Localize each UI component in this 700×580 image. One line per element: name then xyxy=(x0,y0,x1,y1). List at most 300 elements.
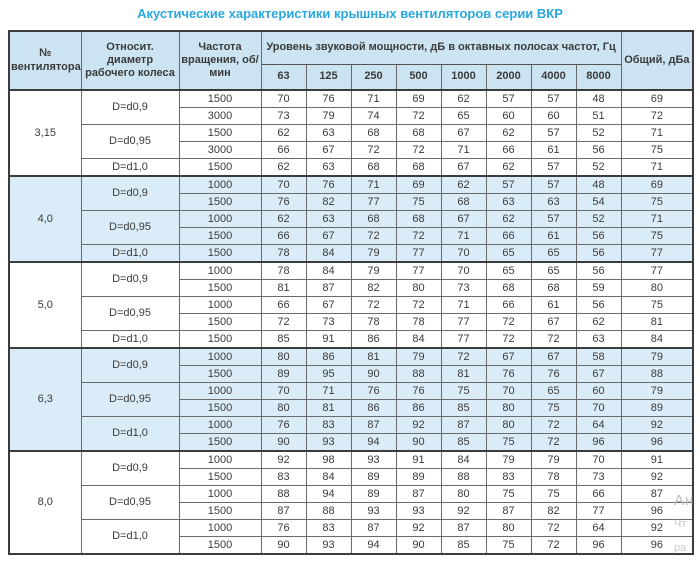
value-cell: 70 xyxy=(261,383,306,400)
value-cell: 62 xyxy=(261,125,306,142)
value-cell: 85 xyxy=(261,331,306,349)
table-row xyxy=(9,211,693,228)
total-cell: 96 xyxy=(621,434,693,452)
value-cell: 80 xyxy=(486,520,531,537)
value-cell: 98 xyxy=(306,451,351,469)
value-cell: 80 xyxy=(261,348,306,366)
value-cell: 52 xyxy=(576,125,621,142)
header-rotation-speed: Частота вращения, об/мин xyxy=(179,31,261,90)
value-cell: 90 xyxy=(261,537,306,555)
value-cell: 72 xyxy=(486,331,531,349)
value-cell: 57 xyxy=(531,90,576,108)
value-cell: 93 xyxy=(351,451,396,469)
table-body xyxy=(9,90,693,554)
diameter-cell: D=d1,0 xyxy=(81,520,179,555)
value-cell: 70 xyxy=(441,262,486,280)
value-cell: 65 xyxy=(531,262,576,280)
value-cell: 63 xyxy=(306,211,351,228)
value-cell: 65 xyxy=(531,245,576,263)
value-cell: 75 xyxy=(396,194,441,211)
value-cell: 71 xyxy=(441,297,486,314)
value-cell: 62 xyxy=(486,211,531,228)
value-cell: 65 xyxy=(441,108,486,125)
value-cell: 86 xyxy=(351,331,396,349)
speed-cell: 1500 xyxy=(179,194,261,211)
value-cell: 76 xyxy=(261,520,306,537)
value-cell: 90 xyxy=(396,434,441,452)
speed-cell: 1500 xyxy=(179,400,261,417)
value-cell: 72 xyxy=(351,297,396,314)
total-cell: 69 xyxy=(621,90,693,108)
value-cell: 78 xyxy=(261,262,306,280)
value-cell: 65 xyxy=(486,262,531,280)
value-cell: 90 xyxy=(261,434,306,452)
value-cell: 70 xyxy=(261,90,306,108)
value-cell: 76 xyxy=(531,366,576,383)
speed-cell: 3000 xyxy=(179,108,261,125)
table-row xyxy=(9,451,693,469)
value-cell: 87 xyxy=(351,417,396,434)
header-freq-4000: 4000 xyxy=(531,65,576,91)
value-cell: 68 xyxy=(396,125,441,142)
value-cell: 67 xyxy=(531,348,576,366)
value-cell: 73 xyxy=(306,314,351,331)
value-cell: 71 xyxy=(351,90,396,108)
total-cell: 79 xyxy=(621,348,693,366)
value-cell: 79 xyxy=(396,348,441,366)
diameter-cell: D=d0,95 xyxy=(81,486,179,520)
value-cell: 57 xyxy=(531,176,576,194)
value-cell: 61 xyxy=(531,142,576,159)
value-cell: 93 xyxy=(351,503,396,520)
value-cell: 57 xyxy=(486,176,531,194)
value-cell: 77 xyxy=(396,262,441,280)
total-cell: 79 xyxy=(621,383,693,400)
speed-cell: 1500 xyxy=(179,366,261,383)
table-row xyxy=(9,297,693,314)
value-cell: 64 xyxy=(576,520,621,537)
value-cell: 63 xyxy=(531,194,576,211)
table-row xyxy=(9,176,693,194)
value-cell: 83 xyxy=(306,417,351,434)
total-cell: 96 xyxy=(621,503,693,520)
diameter-cell: D=d1,0 xyxy=(81,159,179,177)
value-cell: 94 xyxy=(351,434,396,452)
header-freq-8000: 8000 xyxy=(576,65,621,91)
value-cell: 84 xyxy=(306,245,351,263)
diameter-cell: D=d0,9 xyxy=(81,451,179,486)
value-cell: 68 xyxy=(531,280,576,297)
value-cell: 57 xyxy=(531,159,576,177)
total-cell: 89 xyxy=(621,400,693,417)
speed-cell: 1500 xyxy=(179,314,261,331)
speed-cell: 1500 xyxy=(179,280,261,297)
value-cell: 76 xyxy=(261,194,306,211)
value-cell: 87 xyxy=(396,486,441,503)
value-cell: 75 xyxy=(486,537,531,555)
value-cell: 80 xyxy=(486,417,531,434)
total-cell: 84 xyxy=(621,331,693,349)
total-cell: 80 xyxy=(621,280,693,297)
value-cell: 66 xyxy=(486,228,531,245)
value-cell: 68 xyxy=(441,194,486,211)
value-cell: 88 xyxy=(261,486,306,503)
speed-cell: 1500 xyxy=(179,245,261,263)
value-cell: 72 xyxy=(531,331,576,349)
value-cell: 52 xyxy=(576,159,621,177)
value-cell: 67 xyxy=(441,211,486,228)
value-cell: 90 xyxy=(396,537,441,555)
value-cell: 88 xyxy=(396,366,441,383)
value-cell: 89 xyxy=(396,469,441,486)
diameter-cell: D=d1,0 xyxy=(81,331,179,349)
value-cell: 83 xyxy=(261,469,306,486)
value-cell: 54 xyxy=(576,194,621,211)
value-cell: 96 xyxy=(576,434,621,452)
header-impeller-diameter: Относит. диаметр рабочего колеса xyxy=(81,31,179,90)
value-cell: 62 xyxy=(261,211,306,228)
table-row xyxy=(9,417,693,434)
fan-number-cell: 5,0 xyxy=(9,262,81,348)
watermark-line: Ан xyxy=(674,492,695,509)
value-cell: 66 xyxy=(261,297,306,314)
value-cell: 92 xyxy=(261,451,306,469)
value-cell: 59 xyxy=(576,280,621,297)
value-cell: 96 xyxy=(576,537,621,555)
speed-cell: 1500 xyxy=(179,469,261,486)
value-cell: 85 xyxy=(441,537,486,555)
value-cell: 63 xyxy=(576,331,621,349)
header-total-dba: Общий, дБа xyxy=(621,31,693,90)
speed-cell: 1500 xyxy=(179,503,261,520)
speed-cell: 1500 xyxy=(179,228,261,245)
value-cell: 66 xyxy=(576,486,621,503)
total-cell: 77 xyxy=(621,245,693,263)
value-cell: 95 xyxy=(306,366,351,383)
value-cell: 87 xyxy=(441,417,486,434)
value-cell: 87 xyxy=(441,520,486,537)
total-cell: 92 xyxy=(621,520,693,537)
value-cell: 77 xyxy=(576,503,621,520)
value-cell: 60 xyxy=(486,108,531,125)
value-cell: 51 xyxy=(576,108,621,125)
header-fan-number: № вентилятора xyxy=(9,31,81,90)
speed-cell: 1000 xyxy=(179,348,261,366)
watermark-line: Чт xyxy=(674,518,687,530)
total-cell: 69 xyxy=(621,176,693,194)
value-cell: 89 xyxy=(261,366,306,383)
value-cell: 62 xyxy=(576,314,621,331)
value-cell: 62 xyxy=(261,159,306,177)
value-cell: 70 xyxy=(486,383,531,400)
value-cell: 91 xyxy=(306,331,351,349)
value-cell: 69 xyxy=(396,90,441,108)
value-cell: 62 xyxy=(441,176,486,194)
diameter-cell: D=d0,95 xyxy=(81,211,179,245)
value-cell: 81 xyxy=(351,348,396,366)
value-cell: 72 xyxy=(396,108,441,125)
value-cell: 69 xyxy=(396,176,441,194)
speed-cell: 3000 xyxy=(179,142,261,159)
value-cell: 75 xyxy=(486,486,531,503)
value-cell: 67 xyxy=(306,142,351,159)
value-cell: 70 xyxy=(261,176,306,194)
value-cell: 78 xyxy=(531,469,576,486)
value-cell: 65 xyxy=(531,383,576,400)
header-freq-250: 250 xyxy=(351,65,396,91)
value-cell: 67 xyxy=(486,348,531,366)
fan-number-cell: 6,3 xyxy=(9,348,81,451)
value-cell: 72 xyxy=(396,142,441,159)
value-cell: 88 xyxy=(306,503,351,520)
value-cell: 77 xyxy=(351,194,396,211)
value-cell: 76 xyxy=(306,176,351,194)
value-cell: 83 xyxy=(306,520,351,537)
value-cell: 86 xyxy=(306,348,351,366)
diameter-cell: D=d0,9 xyxy=(81,262,179,297)
value-cell: 67 xyxy=(306,297,351,314)
diameter-cell: D=d1,0 xyxy=(81,417,179,452)
value-cell: 70 xyxy=(576,400,621,417)
value-cell: 67 xyxy=(531,314,576,331)
value-cell: 72 xyxy=(351,142,396,159)
value-cell: 67 xyxy=(576,366,621,383)
value-cell: 72 xyxy=(441,348,486,366)
value-cell: 86 xyxy=(396,400,441,417)
value-cell: 77 xyxy=(441,314,486,331)
speed-cell: 1000 xyxy=(179,383,261,400)
value-cell: 80 xyxy=(441,486,486,503)
value-cell: 64 xyxy=(576,417,621,434)
diameter-cell: D=d0,9 xyxy=(81,176,179,211)
total-cell: 75 xyxy=(621,142,693,159)
total-cell: 92 xyxy=(621,417,693,434)
value-cell: 81 xyxy=(306,400,351,417)
value-cell: 76 xyxy=(351,383,396,400)
value-cell: 56 xyxy=(576,297,621,314)
value-cell: 71 xyxy=(351,176,396,194)
value-cell: 75 xyxy=(531,486,576,503)
fan-number-cell: 3,15 xyxy=(9,90,81,176)
value-cell: 73 xyxy=(261,108,306,125)
diameter-cell: D=d0,95 xyxy=(81,383,179,417)
value-cell: 56 xyxy=(576,245,621,263)
value-cell: 66 xyxy=(486,297,531,314)
total-cell: 72 xyxy=(621,108,693,125)
value-cell: 92 xyxy=(396,417,441,434)
diameter-cell: D=d0,9 xyxy=(81,348,179,383)
value-cell: 72 xyxy=(396,297,441,314)
table-row xyxy=(9,125,693,142)
value-cell: 68 xyxy=(351,125,396,142)
total-cell: 71 xyxy=(621,125,693,142)
value-cell: 58 xyxy=(576,348,621,366)
value-cell: 88 xyxy=(441,469,486,486)
value-cell: 76 xyxy=(261,417,306,434)
value-cell: 72 xyxy=(531,434,576,452)
value-cell: 72 xyxy=(531,417,576,434)
speed-cell: 1500 xyxy=(179,159,261,177)
value-cell: 52 xyxy=(576,211,621,228)
total-cell: 88 xyxy=(621,366,693,383)
value-cell: 83 xyxy=(486,469,531,486)
value-cell: 93 xyxy=(306,434,351,452)
value-cell: 81 xyxy=(261,280,306,297)
value-cell: 66 xyxy=(486,142,531,159)
value-cell: 61 xyxy=(531,297,576,314)
value-cell: 66 xyxy=(261,228,306,245)
table-row xyxy=(9,520,693,537)
total-cell: 87 xyxy=(621,486,693,503)
table-row xyxy=(9,331,693,349)
value-cell: 67 xyxy=(306,228,351,245)
value-cell: 56 xyxy=(576,262,621,280)
watermark-line: ра xyxy=(674,542,687,554)
value-cell: 72 xyxy=(486,314,531,331)
header-sound-power-level: Уровень звуковой мощности, дБ в октавных полосах частот, Гц xyxy=(261,31,621,65)
value-cell: 84 xyxy=(396,331,441,349)
value-cell: 76 xyxy=(396,383,441,400)
value-cell: 68 xyxy=(351,159,396,177)
value-cell: 76 xyxy=(306,90,351,108)
value-cell: 87 xyxy=(351,520,396,537)
value-cell: 61 xyxy=(531,228,576,245)
value-cell: 82 xyxy=(531,503,576,520)
diameter-cell: D=d0,9 xyxy=(81,90,179,125)
speed-cell: 1500 xyxy=(179,537,261,555)
speed-cell: 1000 xyxy=(179,417,261,434)
value-cell: 70 xyxy=(441,245,486,263)
value-cell: 84 xyxy=(441,451,486,469)
value-cell: 85 xyxy=(441,434,486,452)
value-cell: 85 xyxy=(441,400,486,417)
value-cell: 70 xyxy=(576,451,621,469)
table-row xyxy=(9,383,693,400)
value-cell: 68 xyxy=(351,211,396,228)
page-title: Акустические характеристики крышных вентиляторов серии ВКР xyxy=(137,6,563,21)
total-cell: 91 xyxy=(621,451,693,469)
acoustic-characteristics-table xyxy=(8,30,694,555)
diameter-cell: D=d1,0 xyxy=(81,245,179,263)
value-cell: 78 xyxy=(351,314,396,331)
value-cell: 60 xyxy=(576,383,621,400)
value-cell: 56 xyxy=(576,228,621,245)
value-cell: 65 xyxy=(486,245,531,263)
value-cell: 79 xyxy=(351,245,396,263)
value-cell: 75 xyxy=(441,383,486,400)
value-cell: 79 xyxy=(486,451,531,469)
value-cell: 80 xyxy=(396,280,441,297)
watermark xyxy=(674,492,694,554)
value-cell: 57 xyxy=(531,211,576,228)
value-cell: 87 xyxy=(261,503,306,520)
value-cell: 66 xyxy=(261,142,306,159)
value-cell: 91 xyxy=(396,451,441,469)
table-row xyxy=(9,262,693,280)
value-cell: 81 xyxy=(441,366,486,383)
total-cell: 77 xyxy=(621,262,693,280)
value-cell: 79 xyxy=(306,108,351,125)
value-cell: 87 xyxy=(486,503,531,520)
total-cell: 92 xyxy=(621,469,693,486)
value-cell: 92 xyxy=(396,520,441,537)
total-cell: 75 xyxy=(621,297,693,314)
value-cell: 80 xyxy=(261,400,306,417)
speed-cell: 1000 xyxy=(179,297,261,314)
header-freq-1000: 1000 xyxy=(441,65,486,91)
value-cell: 82 xyxy=(351,280,396,297)
value-cell: 71 xyxy=(441,142,486,159)
header-freq-125: 125 xyxy=(306,65,351,91)
table-row xyxy=(9,159,693,177)
speed-cell: 1000 xyxy=(179,211,261,228)
value-cell: 79 xyxy=(351,262,396,280)
value-cell: 63 xyxy=(306,125,351,142)
value-cell: 89 xyxy=(351,469,396,486)
speed-cell: 1500 xyxy=(179,90,261,108)
table-row xyxy=(9,245,693,263)
header-freq-500: 500 xyxy=(396,65,441,91)
value-cell: 78 xyxy=(261,245,306,263)
value-cell: 77 xyxy=(396,245,441,263)
header-freq-2000: 2000 xyxy=(486,65,531,91)
diameter-cell: D=d0,95 xyxy=(81,297,179,331)
value-cell: 89 xyxy=(351,486,396,503)
value-cell: 72 xyxy=(396,228,441,245)
value-cell: 79 xyxy=(531,451,576,469)
value-cell: 67 xyxy=(441,159,486,177)
speed-cell: 1500 xyxy=(179,125,261,142)
value-cell: 67 xyxy=(441,125,486,142)
value-cell: 80 xyxy=(486,400,531,417)
value-cell: 76 xyxy=(486,366,531,383)
value-cell: 93 xyxy=(306,537,351,555)
table-row xyxy=(9,486,693,503)
value-cell: 62 xyxy=(486,159,531,177)
fan-number-cell: 4,0 xyxy=(9,176,81,262)
speed-cell: 1000 xyxy=(179,176,261,194)
value-cell: 93 xyxy=(396,503,441,520)
fan-number-cell: 8,0 xyxy=(9,451,81,554)
total-cell: 75 xyxy=(621,228,693,245)
value-cell: 90 xyxy=(351,366,396,383)
value-cell: 68 xyxy=(396,159,441,177)
value-cell: 57 xyxy=(531,125,576,142)
value-cell: 56 xyxy=(576,142,621,159)
total-cell: 81 xyxy=(621,314,693,331)
value-cell: 75 xyxy=(486,434,531,452)
speed-cell: 1500 xyxy=(179,331,261,349)
speed-cell: 1000 xyxy=(179,520,261,537)
speed-cell: 1000 xyxy=(179,451,261,469)
header-freq-63: 63 xyxy=(261,65,306,91)
total-cell: 71 xyxy=(621,159,693,177)
value-cell: 60 xyxy=(531,108,576,125)
value-cell: 68 xyxy=(486,280,531,297)
value-cell: 92 xyxy=(441,503,486,520)
value-cell: 94 xyxy=(351,537,396,555)
value-cell: 86 xyxy=(351,400,396,417)
table-row xyxy=(9,90,693,108)
value-cell: 72 xyxy=(351,228,396,245)
table-row xyxy=(9,348,693,366)
total-cell: 75 xyxy=(621,194,693,211)
value-cell: 63 xyxy=(306,159,351,177)
speed-cell: 1000 xyxy=(179,262,261,280)
value-cell: 68 xyxy=(396,211,441,228)
value-cell: 72 xyxy=(531,520,576,537)
value-cell: 48 xyxy=(576,176,621,194)
